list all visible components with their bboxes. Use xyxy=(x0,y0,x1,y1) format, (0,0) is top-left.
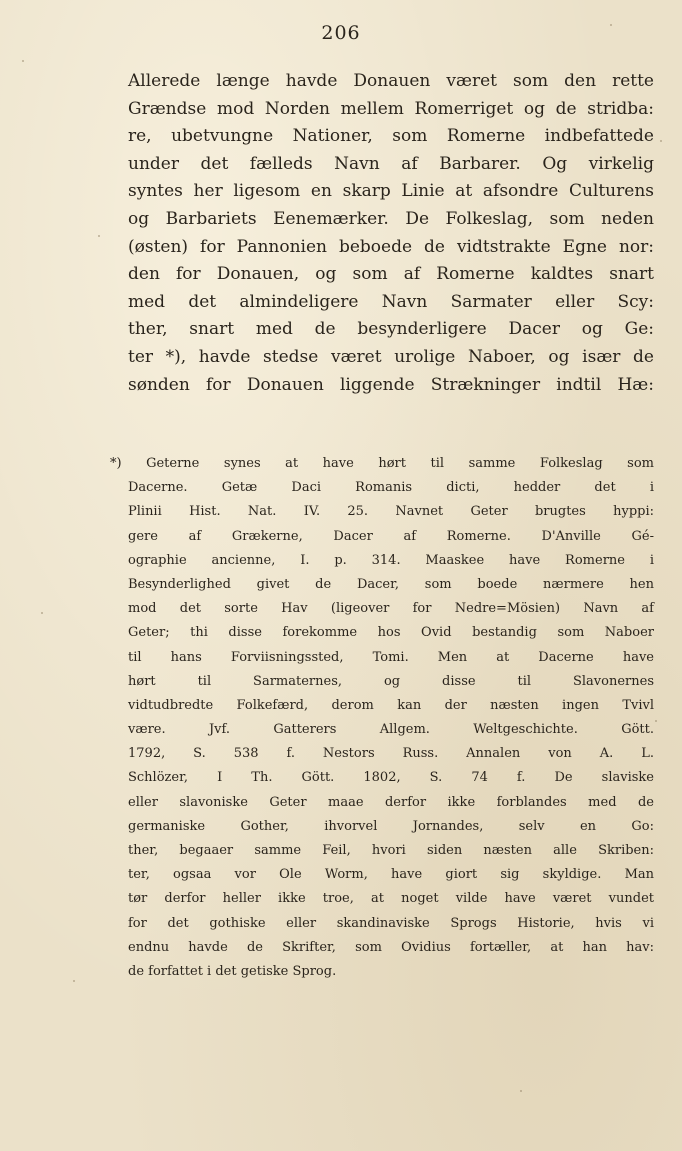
footnote-line: 1792, S. 538 f. Nestors Russ. Annalen von A. L. xyxy=(128,746,654,762)
footnote-line: Dacerne. Getæ Daci Romanis dicti, hedder det i xyxy=(128,480,654,496)
footnote-block xyxy=(110,452,654,984)
footnote-line: Plinii Hist. Nat. IV. 25. Navnet Geter brugtes hyppi: xyxy=(128,504,654,520)
footnote-line: germaniske Gother, ihvorvel Jornandes, selv en Go: xyxy=(128,818,654,834)
footnote-line: være. Jvf. Gatterers Allgem. Weltgeschichte. Gött. xyxy=(128,722,654,738)
paper-speck xyxy=(41,612,43,614)
main-text-line: sønden for Donauen liggende Strækninger indtil Hæ: xyxy=(128,374,654,395)
footnote-line: vidtudbredte Folkefærd, derom kan der næsten ingen Tvivl xyxy=(128,697,654,713)
paper-speck xyxy=(73,980,75,982)
paper-speck xyxy=(610,24,612,26)
footnote-line: ther, begaaer samme Feil, hvori siden næsten alle Skriben: xyxy=(128,843,654,858)
main-text-line: under det fælleds Navn af Barbarer. Og virkelig xyxy=(128,153,654,174)
footnote-line: ter, ogsaa vor Ole Worm, have giort sig skyldige. Man xyxy=(128,867,654,883)
main-text-line: Grændse mod Norden mellem Romerriget og de stridba: xyxy=(128,98,654,119)
footnote-line: gere af Grækerne, Dacer af Romerne. D'Anville Gé- xyxy=(128,528,654,544)
main-text-line: (østen) for Pannonien beboede de vidtstrakte Egne nor: xyxy=(128,236,654,257)
main-text-line: re, ubetvungne Nationer, som Romerne indbefattede xyxy=(128,126,654,147)
main-text-line: med det almindeligere Navn Sarmater eller Scy: xyxy=(128,291,654,312)
main-text-line: ther, snart med de besynderligere Dacer og Ge: xyxy=(128,319,654,340)
main-text-line: ter *), havde stedse været urolige Naboer, og især de xyxy=(128,346,654,367)
footnote-line: Geter; thi disse forekomme hos Ovid bestandig som Naboer xyxy=(128,625,654,641)
main-text-block xyxy=(128,68,654,399)
footnote-line: tør derfor heller ikke troe, at noget vilde have været vundet xyxy=(128,891,654,907)
footnote-line: ographie ancienne, I. p. 314. Maaskee have Romerne i xyxy=(128,552,654,568)
main-text-line: og Barbariets Eenemærker. De Folkeslag, som neden xyxy=(128,208,654,229)
main-text-line: Allerede længe havde Donauen været som den rette xyxy=(128,71,654,91)
main-text-line: den for Donauen, og som af Romerne kaldtes snart xyxy=(128,264,654,285)
footnote-line: hørt til Sarmaternes, og disse til Slavonernes xyxy=(128,673,654,689)
paper-speck xyxy=(520,1090,522,1092)
footnote-line: for det gothiske eller skandinaviske Sprogs Historie, hvis vi xyxy=(128,915,654,931)
footnote-line: Besynderlighed givet de Dacer, som boede nærmere hen xyxy=(128,576,654,592)
paper-speck xyxy=(98,235,100,237)
footnote-line: *) Geterne synes at have hørt til samme Folkeslag som xyxy=(110,456,654,471)
paper-speck xyxy=(655,720,657,722)
footnote-line: Schlözer, I Th. Gött. 1802, S. 74 f. De slaviske xyxy=(128,770,654,786)
paper-speck xyxy=(660,140,662,142)
footnote-line: mod det sorte Hav (ligeover for Nedre=Mösien) Navn af xyxy=(128,601,654,617)
footnote-line: eller slavoniske Geter maae derfor ikke forblandes med de xyxy=(128,794,654,810)
footnote-line: de forfattet i det getiske Sprog. xyxy=(128,963,337,979)
footnote-line: endnu havde de Skrifter, som Ovidius fortæller, at han hav: xyxy=(128,939,654,955)
footnote-line: til hans Forviisningssted, Tomi. Men at Dacerne have xyxy=(128,649,654,665)
page-number: 206 xyxy=(321,22,361,44)
paper-speck xyxy=(22,60,24,62)
main-text-line: syntes her ligesom en skarp Linie at afsondre Culturens xyxy=(128,181,654,202)
